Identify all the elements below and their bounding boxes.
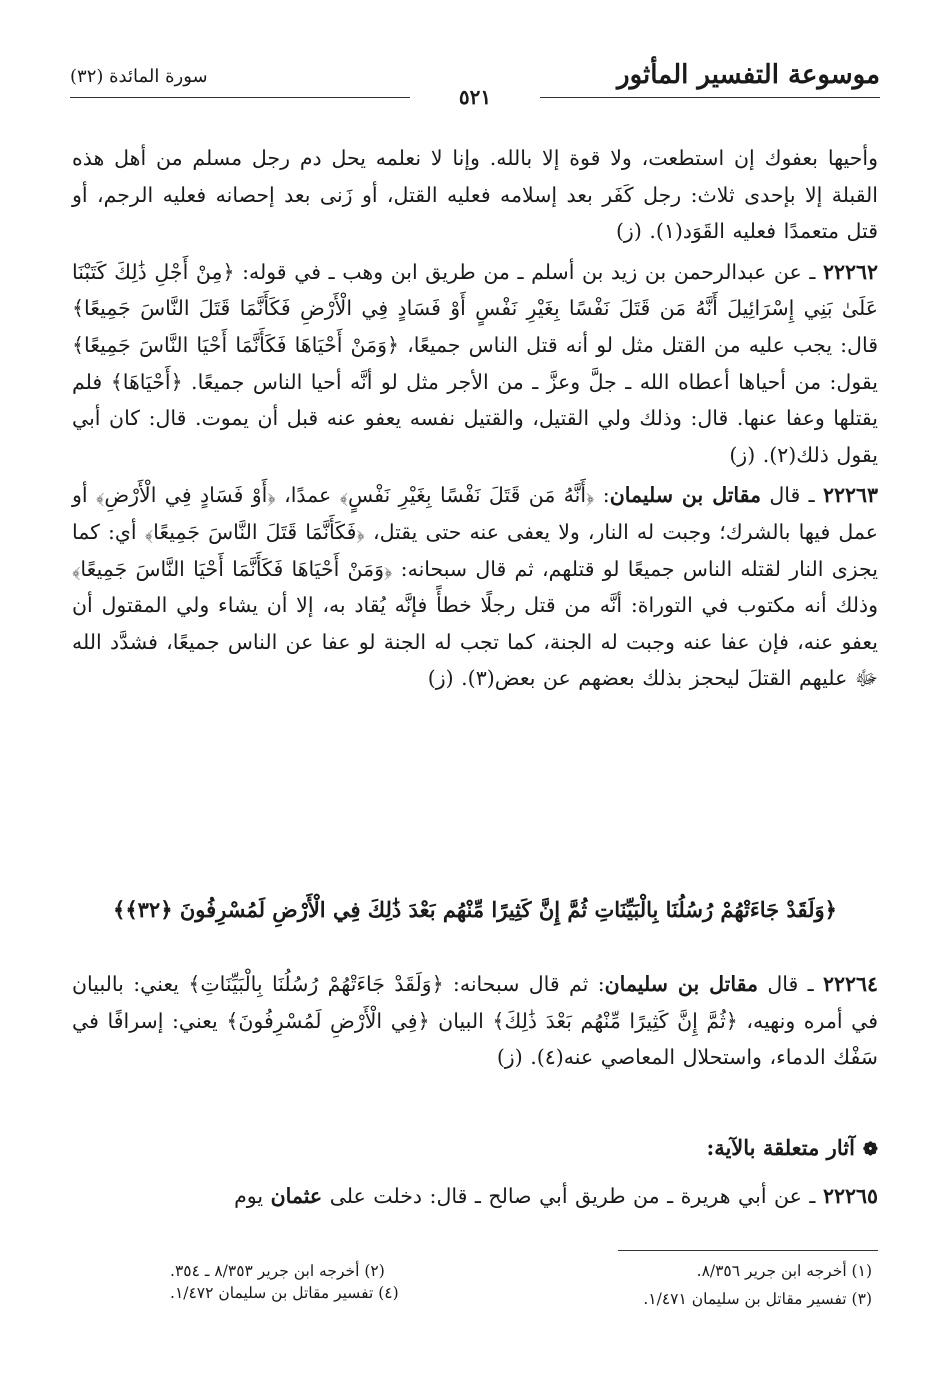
paragraph-text: ـ عن عبدالرحمن بن زيد بن أسلم ـ من طريق ابن وهب ـ في قوله: ﴿مِنْ أَجْلِ ذَٰلِكَ كَتَبْنَا عَلَىٰ بَنِي إِسْرَائِيلَ أَنَّهُ مَن قَتَلَ نَفْسًا بِغَيْرِ نَفْسٍ أَوْ فَسَادٍ فِي الْأَرْضِ فَكَأَنَّمَا قَتَلَ النَّاسَ جَمِيعًا﴾ قال: يجب عليه من القتل مثل لو أنه قتل الناس جميعًا، ﴿وَمَنْ أَحْيَاهَا فَكَأَنَّمَا أَحْيَا النَّاسَ جَمِيعًا﴾ يقول: من أحياها أعطاه الله ـ جلَّ وعزَّ ـ من الأجر مثل لو أنَّه أحيا الناس جميعًا. ﴿أَحْيَاهَا﴾ فلم يقتلها وعفا عنها. قال: وذلك ولي القتيل، والقتيل نفسه يعفو عنه قبل أن يموت. قال: كان أبي يقول ذلك(٢). (ز) xyxy=(72,259,878,467)
paragraph-intro: وأحيها بعفوك إن استطعت، ولا قوة إلا بالله. وإنا لا نعلمه يحل دم رجل مسلم من أهل هذه القبلة إلا بإحدى ثلاث: رجل كَفَر بعد إسلامه فعليه القتل، أو زَنى بعد إحصانه فعليه الرجم، أو قتل متعمدًا فعليه القَوَد(١). (ز) xyxy=(72,146,878,244)
speaker-name: مقاتل بن سليمان xyxy=(609,483,762,508)
paragraph-suffix: يوم xyxy=(234,1184,271,1208)
paragraph-22264 xyxy=(72,966,878,1076)
paragraph-prefix: ـ قال xyxy=(757,972,823,996)
footnote-4: (٤) تفسير مقاتل بن سليمان ١/٤٧٢. xyxy=(170,1284,399,1302)
athar-number: ٢٢٢٦٤ xyxy=(822,972,879,996)
quran-verse: ﴿وَلَقَدْ جَاءَتْهُمْ رُسُلُنَا بِالْبَيِّنَاتِ ثُمَّ إِنَّ كَثِيرًا مِّنْهُم بَعْدَ ذَٰلِكَ فِي الْأَرْضِ لَمُسْرِفُونَ ﴿٣٢﴾﴾ xyxy=(113,897,837,922)
main-text-3 xyxy=(72,1178,878,1215)
paragraph-text: : ثم قال سبحانه: ﴿وَلَقَدْ جَاءَتْهُمْ رُسُلُنَا بِالْبَيِّنَاتِ﴾ يعني: بالبيان في أمره ونهيه، ﴿ثُمَّ إِنَّ كَثِيرًا مِّنْهُم بَعْدَ ذَٰلِكَ﴾ البيان ﴿فِي الْأَرْضِ لَمُسْرِفُونَ﴾ يعني: إسرافًا في سَفْك الدماء، واستحلال المعاصي عنه(٤). (ز) xyxy=(72,972,878,1070)
footnote-3: (٣) تفسير مقاتل بن سليمان ١/٤٧١. xyxy=(643,1290,872,1308)
paragraph-prefix: ـ عن أبي هريرة ـ من طريق أبي صالح ـ قال: دخلت على xyxy=(322,1184,823,1208)
paragraph-22262 xyxy=(72,254,878,474)
section-heading xyxy=(706,1135,878,1160)
athar-number: ٢٢٢٦٣ xyxy=(822,483,879,508)
header-rule-right xyxy=(540,97,880,98)
surah-title: سورة المائدة (٣٢) xyxy=(70,66,208,87)
main-text-2 xyxy=(72,966,878,1076)
person-name: عثمان xyxy=(270,1184,323,1208)
paragraph-text: : ﴿أَنَّهُ مَن قَتَلَ نَفْسًا بِغَيْرِ نَفْسٍ﴾ عمدًا، ﴿أَوْ فَسَادٍ فِي الْأَرْضِ﴾ أو عمل فيها بالشرك؛ وجبت له النار، ولا يعفى عنه حتى يقتل، ﴿فَكَأَنَّمَا قَتَلَ النَّاسَ جَمِيعًا﴾ أي: كما يجزى النار لقتله الناس جميعًا لو قتلهم، ثم قال سبحانه: ﴿وَمَنْ أَحْيَاهَا فَكَأَنَّمَا أَحْيَا النَّاسَ جَمِيعًا﴾ وذلك أنه مكتوب في التوراة: أنَّه من قتل رجلًا خطأً فإنَّه يُقاد به، إلا أن يشاء ولي المقتول أن يعفو عنه، فإن عفا عنه وجبت له الجنة، كما تجب له الجنة لو عفا عن الناس جميعًا، فشدَّد الله ﷻ عليهم القتلَ ليحجز بذلك بعضهم عن بعض(٣). (ز) xyxy=(72,483,878,691)
athar-number: ٢٢٢٦٥ xyxy=(822,1184,878,1208)
athar-number: ٢٢٢٦٢ xyxy=(822,259,878,284)
book-title: موسوعة التفسير المأثور xyxy=(617,60,880,90)
speaker-name: مقاتل بن سليمان xyxy=(604,972,758,996)
page-number: ٥٢١ xyxy=(425,85,525,109)
main-text xyxy=(72,140,878,697)
section-heading-text: آثار متعلقة بالآية: xyxy=(706,1135,855,1160)
paragraph-prefix: ـ قال xyxy=(761,483,823,508)
paragraph-22265 xyxy=(72,1178,878,1215)
header-rule-left xyxy=(70,97,410,98)
footnote-rule xyxy=(618,1250,878,1251)
paragraph-22263 xyxy=(72,477,878,697)
footnote-1: (١) أخرجه ابن جرير ٨/٣٥٦. xyxy=(696,1262,872,1280)
page-header xyxy=(70,52,880,112)
footnote-2: (٢) أخرجه ابن جرير ٨/٣٥٣ ـ ٣٥٤. xyxy=(170,1262,385,1280)
flower-ornament-icon: ❁ xyxy=(862,1139,878,1160)
